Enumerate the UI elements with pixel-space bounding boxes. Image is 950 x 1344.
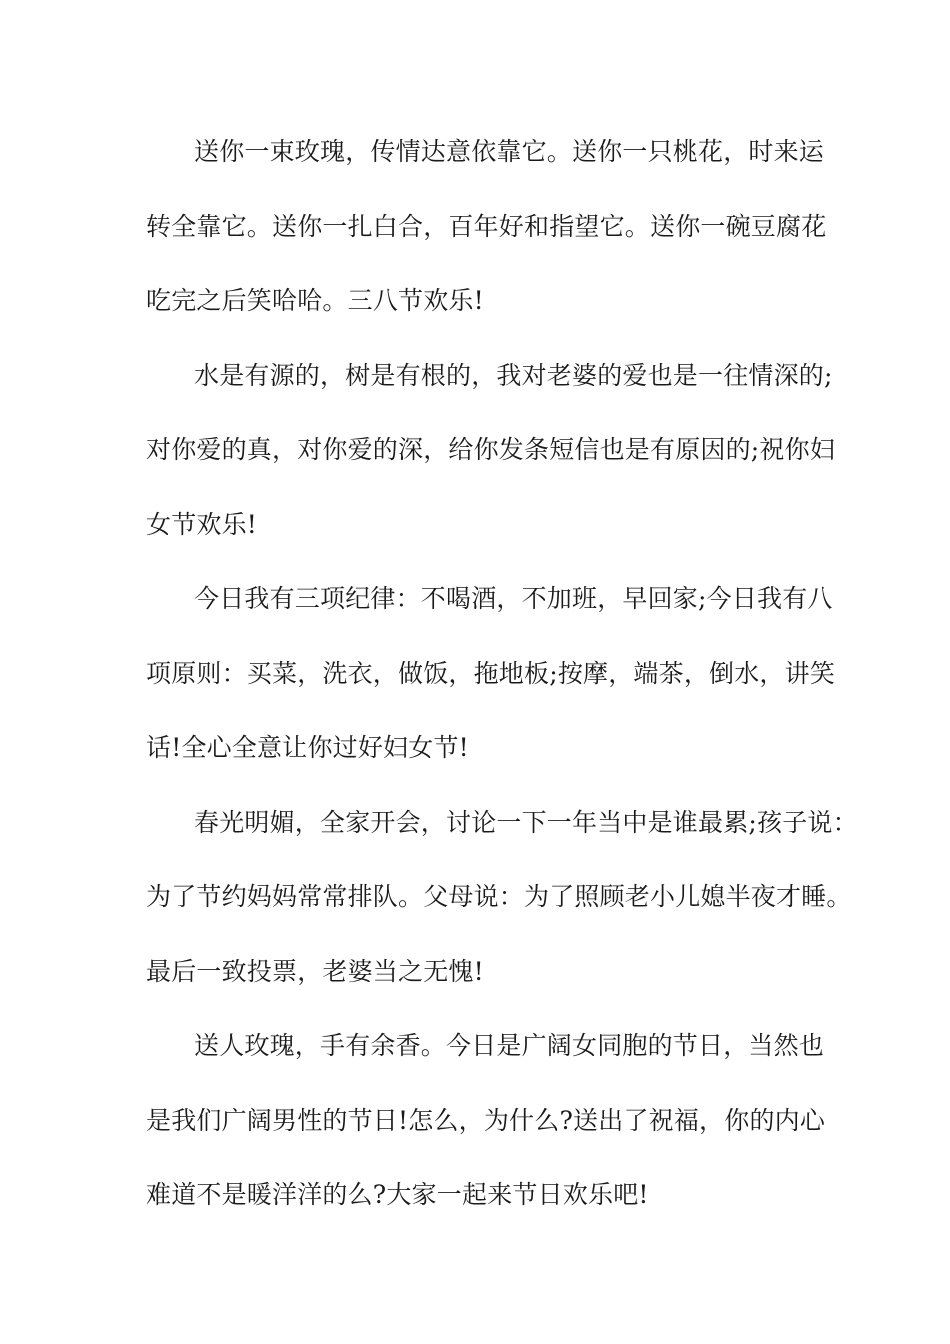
paragraph-line: 转全靠它。送你一扎白合，百年好和指望它。送你一碗豆腐花 — [146, 211, 827, 241]
paragraph-line: 春光明媚，全家开会，讨论一下一年当中是谁最累;孩子说： — [194, 807, 858, 837]
paragraph — [146, 801, 858, 1025]
paragraph-line: 吃完之后笑哈哈。三八节欢乐! — [146, 286, 484, 315]
paragraph-line: 话!全心全意让你过好妇女节! — [146, 733, 469, 762]
paragraph-line: 项原则：买菜，洗衣，做饭，拖地板;按摩，端茶，倒水，讲笑 — [146, 658, 836, 688]
paragraph-line: 对你爱的真，对你爱的深，给你发条短信也是有原因的;祝你妇 — [146, 435, 836, 464]
paragraph-line: 送你一束玫瑰，传情达意依靠它。送你一只桃花，时来运 — [194, 137, 825, 166]
paragraph-line: 女节欢乐! — [146, 509, 258, 539]
paragraph-line: 送人玫瑰，手有余香。今日是广阔女同胞的节日，当然也 — [194, 1031, 825, 1060]
paragraph-line: 今日我有三项纪律：不喝酒，不加班，早回家;今日我有八 — [194, 584, 833, 613]
body-text — [146, 130, 858, 1248]
paragraph — [146, 130, 830, 354]
paragraph-line: 为了节约妈妈常常排队。父母说：为了照顾老小儿媳半夜才睡。 — [146, 882, 852, 911]
paragraph-line: 最后一致投票，老婆当之无愧! — [146, 956, 484, 986]
paragraph — [146, 577, 836, 801]
paragraph — [146, 354, 836, 578]
paragraph-line: 难道不是暖洋洋的么?大家一起来节日欢乐吧! — [146, 1180, 649, 1209]
paragraph-line: 水是有源的，树是有根的，我对老婆的爱也是一往情深的; — [194, 360, 833, 390]
paragraph — [146, 1024, 830, 1248]
paragraph-line: 是我们广阔男性的节日!怎么，为什么?送出了祝福，你的内心 — [146, 1105, 826, 1135]
